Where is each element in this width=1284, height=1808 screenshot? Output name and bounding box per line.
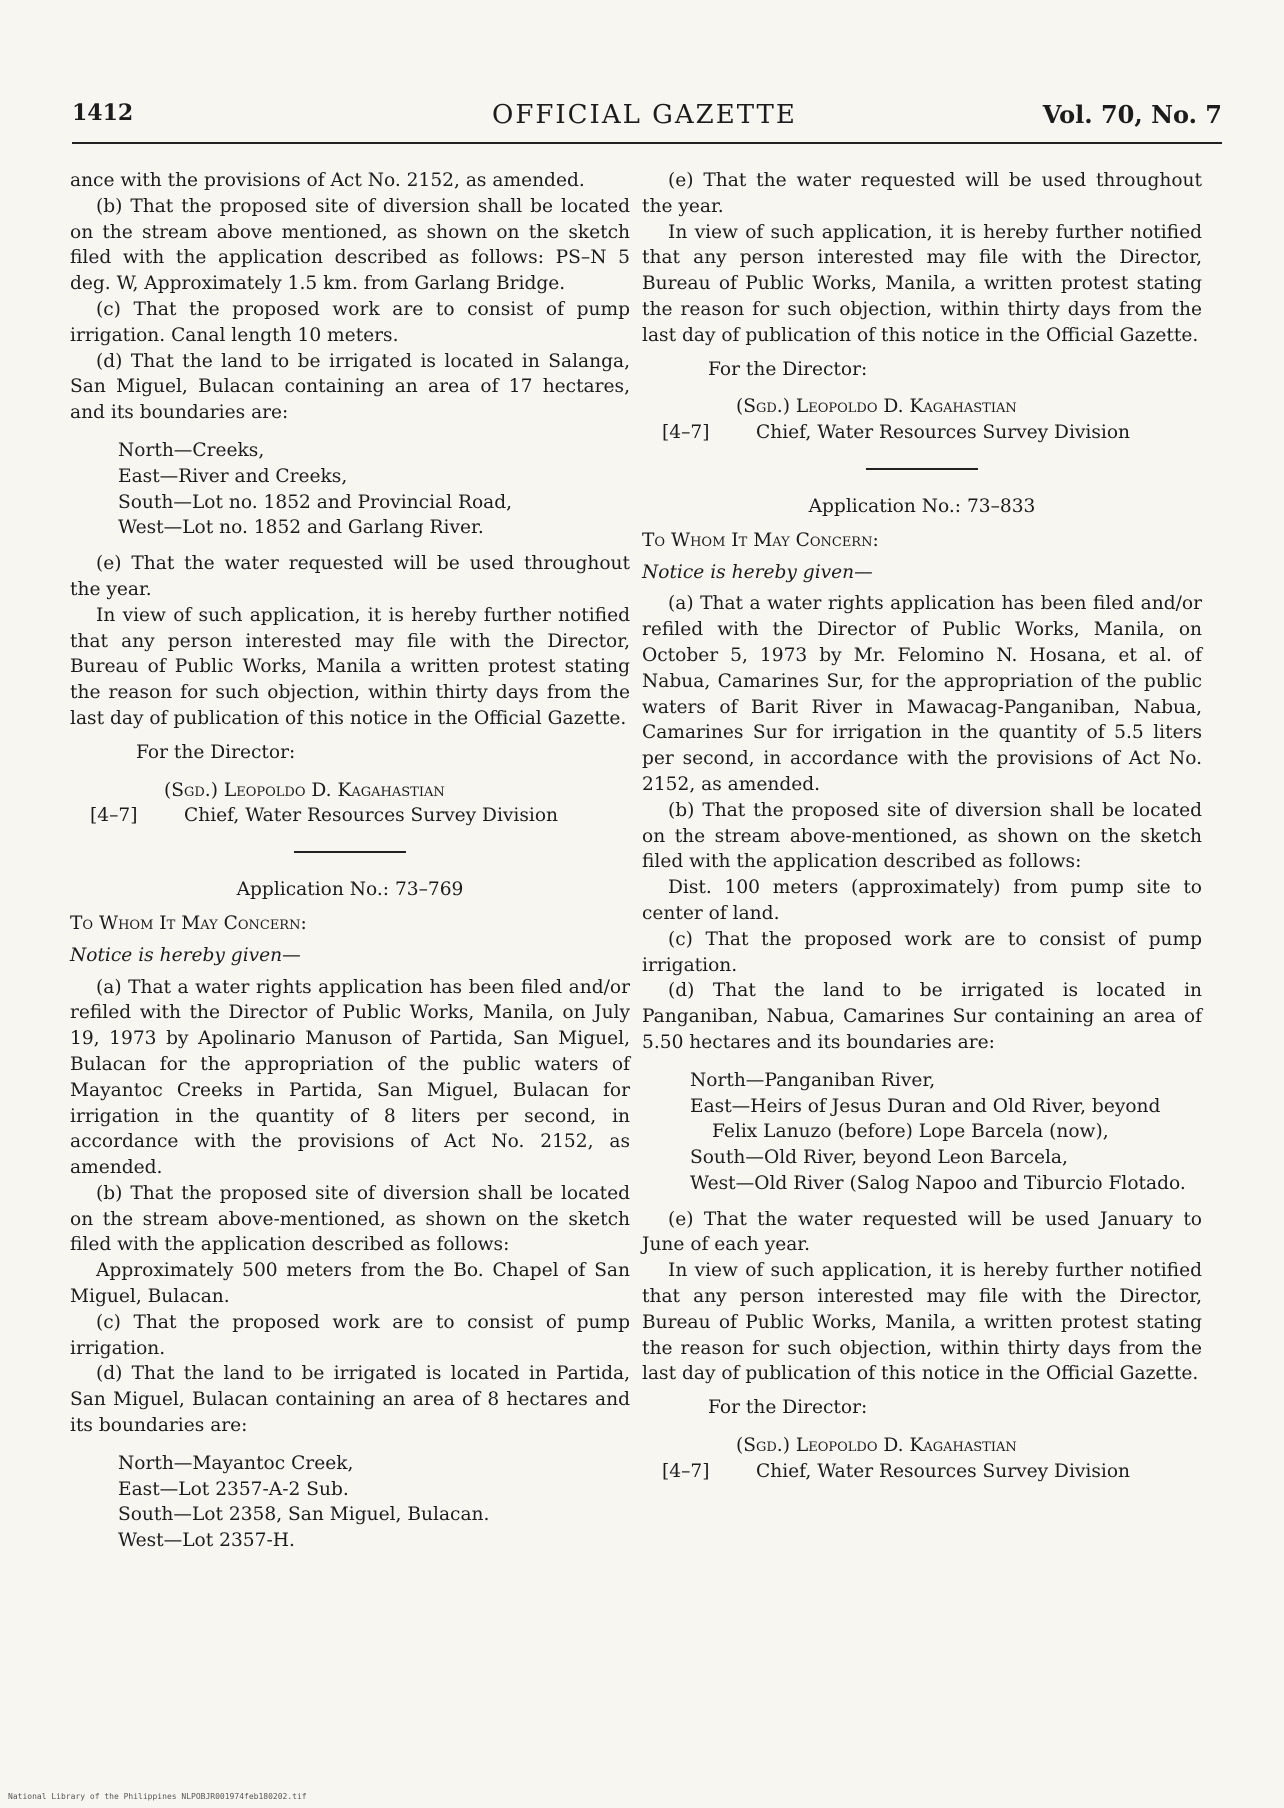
signature-name: (Sgd.) Leopoldo D. Kagahastian	[164, 779, 445, 801]
boundary-item: South—Lot no. 1852 and Provincial Road,	[118, 491, 513, 513]
section-divider	[294, 851, 406, 853]
signature-name: (Sgd.) Leopoldo D. Kagahastian	[736, 396, 1017, 418]
paragraph: (e) That the water requested will be used throughout the year.	[70, 553, 630, 600]
paragraph: (d) That the land to be irrigated is located in Partida, San Miguel, Bulacan containing an area of 8 hectares and its boundaries are:	[70, 1363, 630, 1437]
boundary-item: North—Creeks,	[118, 439, 265, 461]
application-heading: Application No.: 73–833	[808, 495, 1036, 517]
boundary-item: West—Lot 2357-H.	[118, 1530, 295, 1552]
issue-tag: [4–7]	[90, 805, 138, 827]
paragraph: Approximately 500 meters from the Bo. Chapel of San Miguel, Bulacan.	[70, 1260, 630, 1308]
boundaries-list	[690, 1068, 1202, 1197]
right-column	[642, 168, 1202, 1668]
signature-title: Chief, Water Resources Survey Division	[756, 422, 1131, 444]
section-divider	[866, 468, 978, 470]
boundaries-list	[118, 438, 630, 541]
paragraph: (c) That the proposed work are to consist of pump irrigation.	[70, 1311, 630, 1359]
paragraph: (b) That the proposed site of diversion shall be located on the stream above mentioned, as shown on the sketch filed with the application described as follows: PS–N 5 deg. W, Approximately 1.5 km. from Garlang Bridge.	[70, 195, 630, 295]
paragraph: (a) That a water rights application has been filed and/or refiled with the Director of Public Works, Manila, on July 19, 1973 by Apolinario Manuson of Partida, San Miguel, Bulacan for the appropriation of the public waters of Mayantoc Creeks in Partida, San Miguel, Bulacan for irrigation in the quantity of 8 liters per second, in accordance with the provisions of Act No. 2152, as amended.	[70, 976, 630, 1179]
boundary-item: South—Old River, beyond Leon Barcela,	[690, 1147, 1068, 1169]
issue-tag: [4–7]	[662, 422, 710, 444]
signature-title: Chief, Water Resources Survey Division	[184, 805, 559, 827]
paragraph: (e) That the water requested will be used throughout the year.	[642, 170, 1202, 217]
boundary-item: West—Lot no. 1852 and Garlang River.	[118, 517, 484, 539]
publication-title: OFFICIAL GAZETTE	[492, 100, 797, 130]
paragraph: (a) That a water rights application has been filed and/or refiled with the Director of Public Works, Manila, on October 5, 1973 by Mr. Felomino N. Hosana, et al. of Nabua, Camarines Sur, for the appropriation of the public waters of Barit River in Mawacag-Panganiban, Nabua, Camarines Sur for irrigation in the quantity of 5.5 liters per second, in accordance with the provisions of Act No. 2152, as amended.	[642, 593, 1202, 795]
issue-tag: [4–7]	[662, 1460, 710, 1482]
paragraph: (d) That the land to be irrigated is located in Panganiban, Nabua, Camarines Sur containing an area of 5.50 hectares and its boundaries are:	[642, 980, 1202, 1053]
left-column	[70, 168, 630, 1668]
for-director: For the Director:	[136, 741, 296, 763]
boundary-item: West—Old River (Salog Napoo and Tiburcio Flotado.	[690, 1172, 1186, 1194]
paragraph: (b) That the proposed site of diversion shall be located on the stream above-mentioned, as shown on the sketch filed with the application described as follows:	[642, 799, 1202, 873]
paragraph: (b) That the proposed site of diversion shall be located on the stream above-mentioned, as shown on the sketch filed with the application described as follows:	[70, 1182, 630, 1256]
boundary-item: North—Panganiban River,	[690, 1069, 936, 1091]
paragraph: (d) That the land to be irrigated is located in Salanga, San Miguel, Bulacan containing an area of 17 hectares, and its boundaries are:	[70, 350, 630, 424]
boundaries-list	[118, 1451, 630, 1554]
signature-row	[70, 803, 630, 829]
paragraph: Dist. 100 meters (approximately) from pump site to center of land.	[642, 877, 1202, 924]
page-header	[72, 96, 1222, 140]
paragraph: In view of such application, it is hereby further notified that any person interested may file with the Director, Bureau of Public Works, Manila, a written protest stating the reason for such objection, within thirty days from the last day of publication of this notice in the Official Gazette.	[642, 1260, 1202, 1385]
scan-source-note: National Library of the Philippines NLPOBJR001974feb180202.tif	[8, 1792, 307, 1801]
boundary-item: North—Mayantoc Creek,	[118, 1452, 354, 1474]
signature-name: (Sgd.) Leopoldo D. Kagahastian	[736, 1435, 1017, 1457]
page-number: 1412	[72, 100, 134, 126]
boundary-item: East—River and Creeks,	[118, 465, 348, 487]
paragraph: In view of such application, it is hereby further notified that any person interested may file with the Director, Bureau of Public Works, Manila a written protest stating the reason for such objection, within thirty days from the last day of publication of this notice in the Official Gazette.	[70, 604, 630, 729]
paragraph: (e) That the water requested will be used January to June of each year.	[642, 1208, 1202, 1256]
salutation: To Whom It May Concern:	[642, 529, 879, 551]
paragraph: ance with the provisions of Act No. 2152, as amended.	[70, 170, 585, 191]
paragraph: (c) That the proposed work are to consist of pump irrigation.	[642, 928, 1202, 976]
paragraph: (c) That the proposed work are to consist of pump irrigation. Canal length 10 meters.	[70, 298, 630, 346]
application-heading: Application No.: 73–769	[236, 879, 464, 901]
notice-line: Notice is hereby given—	[642, 561, 873, 583]
paragraph: In view of such application, it is hereby further notified that any person interested may file with the Director, Bureau of Public Works, Manila, a written protest stating the reason for such objection, within thirty days from the last day of publication of this notice in the Official Gazette.	[642, 221, 1202, 346]
volume-number: Vol. 70, No. 7	[1042, 100, 1222, 129]
notice-line: Notice is hereby given—	[70, 944, 301, 966]
signature-title: Chief, Water Resources Survey Division	[756, 1460, 1131, 1482]
signature-row	[642, 1459, 1202, 1485]
boundary-item: East—Lot 2357-A-2 Sub.	[118, 1478, 349, 1500]
for-director: For the Director:	[708, 1397, 868, 1419]
for-director: For the Director:	[708, 358, 868, 380]
signature-row	[642, 420, 1202, 446]
salutation: To Whom It May Concern:	[70, 912, 307, 934]
boundary-item: East—Heirs of Jesus Duran and Old River, beyond Felix Lanuzo (before) Lope Barcela (now),	[690, 1095, 1161, 1143]
boundary-item: South—Lot 2358, San Miguel, Bulacan.	[118, 1504, 490, 1526]
header-rule	[72, 142, 1222, 144]
